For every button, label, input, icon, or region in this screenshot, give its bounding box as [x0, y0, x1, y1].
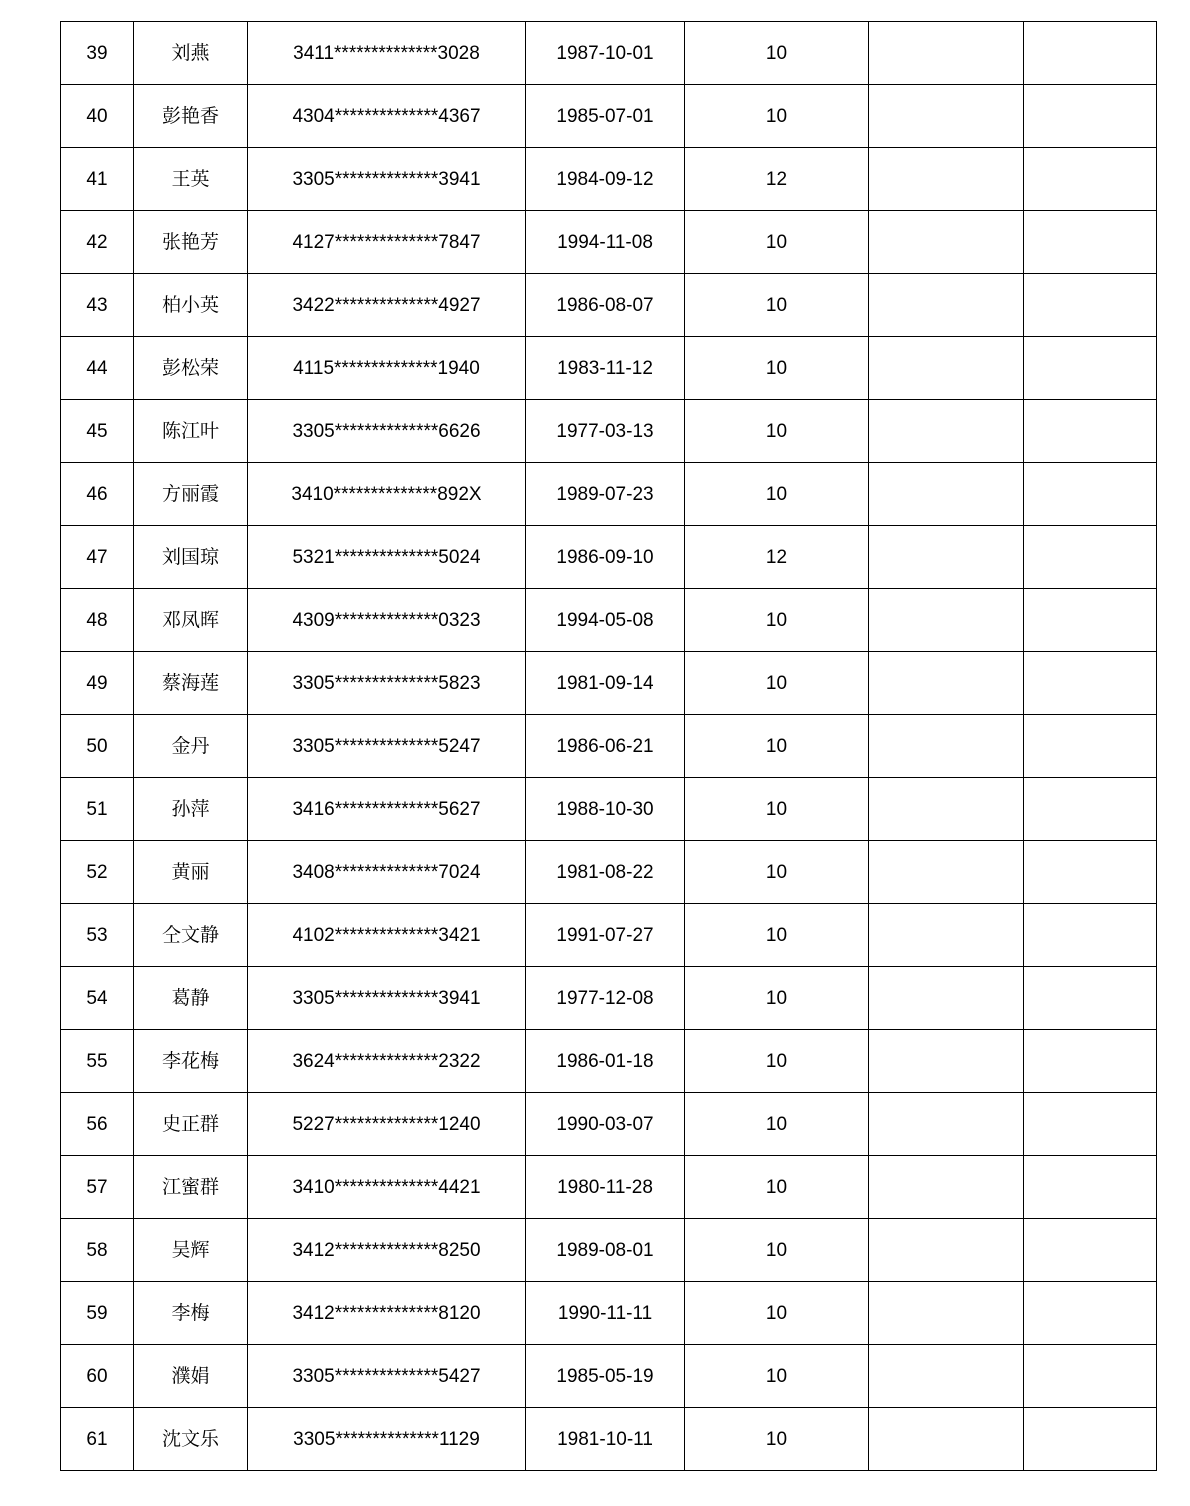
value-cell: 10 [685, 967, 869, 1030]
blank-cell-7 [1024, 715, 1157, 778]
blank-cell-6 [869, 463, 1024, 526]
table-row [61, 526, 1157, 589]
blank-cell-6 [869, 1282, 1024, 1345]
date-cell: 1981-10-11 [526, 1408, 685, 1471]
id-number-cell: 4304**************4367 [248, 85, 526, 148]
row-number-cell: 46 [61, 463, 134, 526]
blank-cell-6 [869, 148, 1024, 211]
table-row [61, 715, 1157, 778]
name-cell: 刘国琼 [134, 526, 248, 589]
date-cell: 1981-08-22 [526, 841, 685, 904]
table-row [61, 337, 1157, 400]
row-number-cell: 45 [61, 400, 134, 463]
table-row [61, 967, 1157, 1030]
date-cell: 1990-03-07 [526, 1093, 685, 1156]
table-row [61, 1030, 1157, 1093]
blank-cell-7 [1024, 526, 1157, 589]
name-cell: 江蜜群 [134, 1156, 248, 1219]
table-row [61, 1219, 1157, 1282]
blank-cell-7 [1024, 85, 1157, 148]
table-row [61, 85, 1157, 148]
id-number-cell: 3305**************5247 [248, 715, 526, 778]
value-cell: 10 [685, 1156, 869, 1219]
row-number-cell: 53 [61, 904, 134, 967]
row-number-cell: 40 [61, 85, 134, 148]
date-cell: 1985-05-19 [526, 1345, 685, 1408]
row-number-cell: 43 [61, 274, 134, 337]
table-row [61, 22, 1157, 85]
id-number-cell: 4127**************7847 [248, 211, 526, 274]
blank-cell-6 [869, 337, 1024, 400]
row-number-cell: 41 [61, 148, 134, 211]
blank-cell-7 [1024, 1030, 1157, 1093]
id-number-cell: 3412**************8120 [248, 1282, 526, 1345]
row-number-cell: 47 [61, 526, 134, 589]
name-cell: 葛静 [134, 967, 248, 1030]
name-cell: 孙萍 [134, 778, 248, 841]
table-row [61, 274, 1157, 337]
row-number-cell: 49 [61, 652, 134, 715]
blank-cell-6 [869, 1345, 1024, 1408]
table-row [61, 148, 1157, 211]
value-cell: 10 [685, 841, 869, 904]
id-number-cell: 3305**************1129 [248, 1408, 526, 1471]
name-cell: 刘燕 [134, 22, 248, 85]
value-cell: 10 [685, 274, 869, 337]
date-cell: 1986-06-21 [526, 715, 685, 778]
blank-cell-6 [869, 526, 1024, 589]
table-row [61, 1093, 1157, 1156]
row-number-cell: 48 [61, 589, 134, 652]
blank-cell-6 [869, 22, 1024, 85]
name-cell: 李花梅 [134, 1030, 248, 1093]
blank-cell-6 [869, 778, 1024, 841]
row-number-cell: 56 [61, 1093, 134, 1156]
name-cell: 彭艳香 [134, 85, 248, 148]
row-number-cell: 54 [61, 967, 134, 1030]
id-number-cell: 3305**************6626 [248, 400, 526, 463]
row-number-cell: 44 [61, 337, 134, 400]
blank-cell-7 [1024, 1345, 1157, 1408]
row-number-cell: 55 [61, 1030, 134, 1093]
name-cell: 张艳芳 [134, 211, 248, 274]
name-cell: 吴辉 [134, 1219, 248, 1282]
date-cell: 1990-11-11 [526, 1282, 685, 1345]
blank-cell-7 [1024, 463, 1157, 526]
blank-cell-6 [869, 841, 1024, 904]
table-row [61, 463, 1157, 526]
blank-cell-7 [1024, 274, 1157, 337]
date-cell: 1994-05-08 [526, 589, 685, 652]
blank-cell-6 [869, 1156, 1024, 1219]
blank-cell-7 [1024, 652, 1157, 715]
blank-cell-6 [869, 1093, 1024, 1156]
blank-cell-7 [1024, 1408, 1157, 1471]
id-number-cell: 3408**************7024 [248, 841, 526, 904]
name-cell: 黄丽 [134, 841, 248, 904]
date-cell: 1986-01-18 [526, 1030, 685, 1093]
blank-cell-6 [869, 652, 1024, 715]
date-cell: 1977-12-08 [526, 967, 685, 1030]
blank-cell-7 [1024, 841, 1157, 904]
blank-cell-6 [869, 85, 1024, 148]
name-cell: 方丽霞 [134, 463, 248, 526]
row-number-cell: 42 [61, 211, 134, 274]
id-number-cell: 3411**************3028 [248, 22, 526, 85]
value-cell: 10 [685, 652, 869, 715]
blank-cell-7 [1024, 904, 1157, 967]
value-cell: 10 [685, 22, 869, 85]
value-cell: 10 [685, 1282, 869, 1345]
row-number-cell: 60 [61, 1345, 134, 1408]
roster-table [60, 21, 1157, 1471]
table-row [61, 211, 1157, 274]
row-number-cell: 61 [61, 1408, 134, 1471]
id-number-cell: 3422**************4927 [248, 274, 526, 337]
name-cell: 金丹 [134, 715, 248, 778]
name-cell: 史正群 [134, 1093, 248, 1156]
value-cell: 10 [685, 1219, 869, 1282]
id-number-cell: 3624**************2322 [248, 1030, 526, 1093]
value-cell: 10 [685, 400, 869, 463]
blank-cell-7 [1024, 337, 1157, 400]
value-cell: 10 [685, 1093, 869, 1156]
row-number-cell: 58 [61, 1219, 134, 1282]
table-row [61, 1282, 1157, 1345]
name-cell: 彭松荣 [134, 337, 248, 400]
value-cell: 10 [685, 85, 869, 148]
date-cell: 1986-08-07 [526, 274, 685, 337]
blank-cell-6 [869, 274, 1024, 337]
blank-cell-7 [1024, 1219, 1157, 1282]
blank-cell-6 [869, 715, 1024, 778]
id-number-cell: 3412**************8250 [248, 1219, 526, 1282]
id-number-cell: 3305**************3941 [248, 148, 526, 211]
name-cell: 王英 [134, 148, 248, 211]
row-number-cell: 59 [61, 1282, 134, 1345]
row-number-cell: 51 [61, 778, 134, 841]
value-cell: 10 [685, 463, 869, 526]
blank-cell-6 [869, 211, 1024, 274]
date-cell: 1988-10-30 [526, 778, 685, 841]
name-cell: 沈文乐 [134, 1408, 248, 1471]
value-cell: 10 [685, 211, 869, 274]
blank-cell-6 [869, 904, 1024, 967]
blank-cell-7 [1024, 967, 1157, 1030]
table-row [61, 1408, 1157, 1471]
value-cell: 10 [685, 715, 869, 778]
blank-cell-7 [1024, 400, 1157, 463]
date-cell: 1991-07-27 [526, 904, 685, 967]
date-cell: 1986-09-10 [526, 526, 685, 589]
blank-cell-7 [1024, 778, 1157, 841]
blank-cell-6 [869, 589, 1024, 652]
roster-body [61, 22, 1157, 1471]
blank-cell-6 [869, 967, 1024, 1030]
id-number-cell: 3410**************4421 [248, 1156, 526, 1219]
table-row [61, 1345, 1157, 1408]
blank-cell-6 [869, 1408, 1024, 1471]
row-number-cell: 50 [61, 715, 134, 778]
date-cell: 1989-07-23 [526, 463, 685, 526]
date-cell: 1987-10-01 [526, 22, 685, 85]
blank-cell-7 [1024, 148, 1157, 211]
blank-cell-7 [1024, 1282, 1157, 1345]
name-cell: 李梅 [134, 1282, 248, 1345]
value-cell: 10 [685, 1030, 869, 1093]
table-row [61, 589, 1157, 652]
id-number-cell: 3305**************5823 [248, 652, 526, 715]
date-cell: 1989-08-01 [526, 1219, 685, 1282]
id-number-cell: 3305**************5427 [248, 1345, 526, 1408]
blank-cell-7 [1024, 211, 1157, 274]
value-cell: 10 [685, 337, 869, 400]
blank-cell-7 [1024, 1093, 1157, 1156]
name-cell: 蔡海莲 [134, 652, 248, 715]
table-row [61, 841, 1157, 904]
date-cell: 1994-11-08 [526, 211, 685, 274]
id-number-cell: 4102**************3421 [248, 904, 526, 967]
name-cell: 陈江叶 [134, 400, 248, 463]
table-row [61, 778, 1157, 841]
id-number-cell: 5227**************1240 [248, 1093, 526, 1156]
id-number-cell: 3416**************5627 [248, 778, 526, 841]
id-number-cell: 3410**************892X [248, 463, 526, 526]
row-number-cell: 52 [61, 841, 134, 904]
table-row [61, 652, 1157, 715]
row-number-cell: 57 [61, 1156, 134, 1219]
row-number-cell: 39 [61, 22, 134, 85]
id-number-cell: 4115**************1940 [248, 337, 526, 400]
value-cell: 10 [685, 1408, 869, 1471]
name-cell: 邓凤晖 [134, 589, 248, 652]
date-cell: 1981-09-14 [526, 652, 685, 715]
blank-cell-7 [1024, 22, 1157, 85]
value-cell: 10 [685, 1345, 869, 1408]
id-number-cell: 5321**************5024 [248, 526, 526, 589]
blank-cell-6 [869, 1030, 1024, 1093]
value-cell: 10 [685, 589, 869, 652]
blank-cell-6 [869, 1219, 1024, 1282]
blank-cell-6 [869, 400, 1024, 463]
value-cell: 10 [685, 904, 869, 967]
value-cell: 12 [685, 526, 869, 589]
table-row [61, 1156, 1157, 1219]
id-number-cell: 4309**************0323 [248, 589, 526, 652]
date-cell: 1984-09-12 [526, 148, 685, 211]
name-cell: 仝文静 [134, 904, 248, 967]
id-number-cell: 3305**************3941 [248, 967, 526, 1030]
value-cell: 10 [685, 778, 869, 841]
name-cell: 柏小英 [134, 274, 248, 337]
date-cell: 1980-11-28 [526, 1156, 685, 1219]
value-cell: 12 [685, 148, 869, 211]
blank-cell-7 [1024, 589, 1157, 652]
date-cell: 1985-07-01 [526, 85, 685, 148]
table-row [61, 904, 1157, 967]
name-cell: 濮娟 [134, 1345, 248, 1408]
table-row [61, 400, 1157, 463]
date-cell: 1983-11-12 [526, 337, 685, 400]
date-cell: 1977-03-13 [526, 400, 685, 463]
blank-cell-7 [1024, 1156, 1157, 1219]
